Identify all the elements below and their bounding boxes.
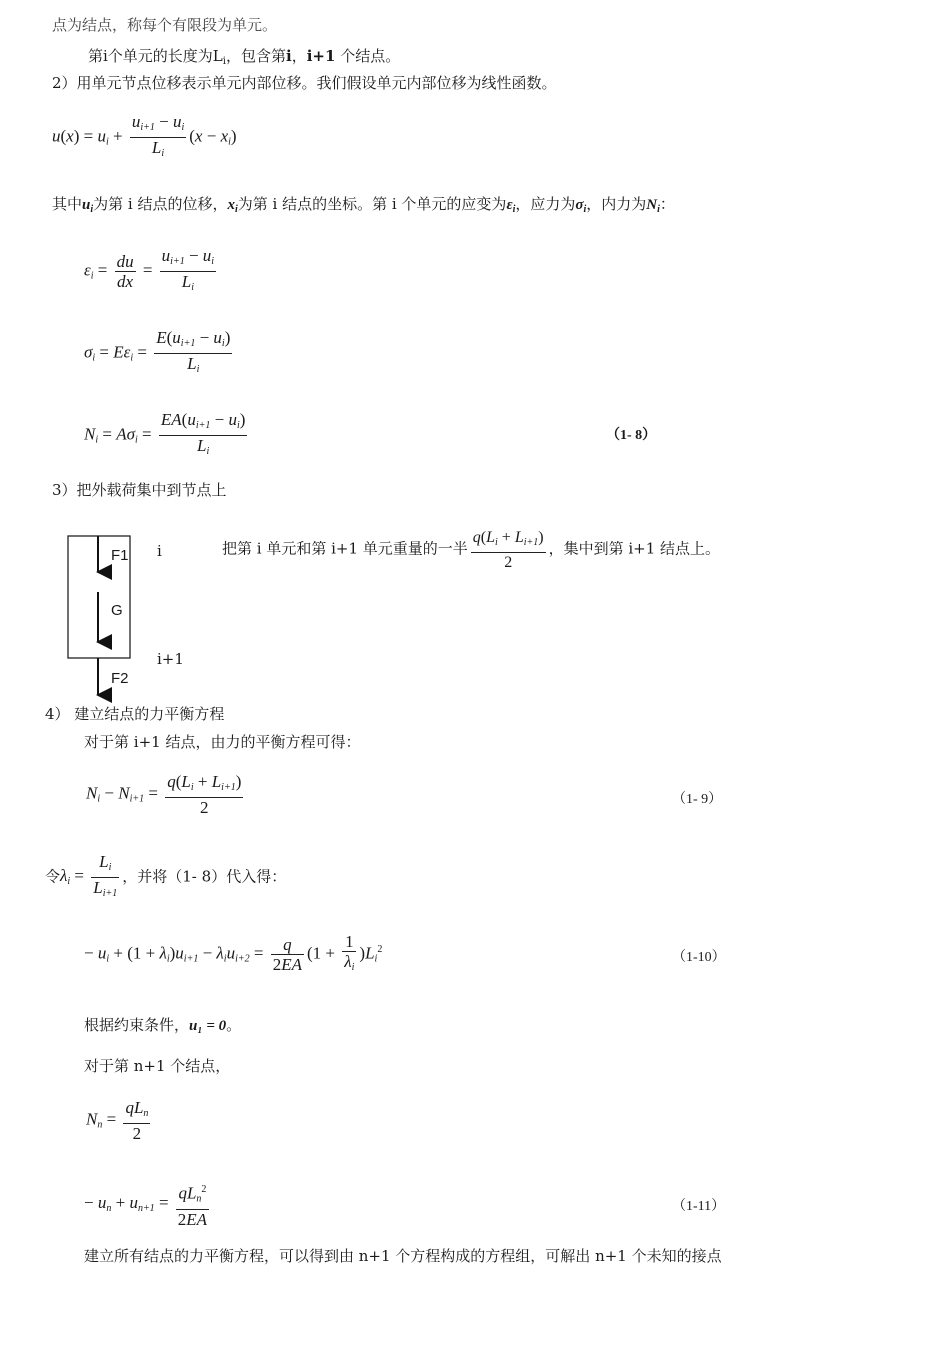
eq-number-1-8: （1- 8） [606,428,657,443]
final-paragraph: 建立所有结点的力平衡方程，可以得到由 n+1 个方程构成的方程组，可解出 n+1 个未知的接点 [84,1247,722,1265]
load-concentration-text: 把第 i 单元和第 i+1 单元重量的一半 $\frac{q(L_i + L_{i+1})}{2}$ ，集中到第 i+1 结点上。 [222,529,721,571]
step4-description: 对于第 i+1 结点，由力的平衡方程可得： [84,733,361,751]
eq-number-1-9: （1- 9） [672,792,723,807]
equilibrium-equation: $N_i - N_{i+1}$ = $\frac{q(L_i + L_{i+1})}{2}$ [86,772,242,817]
step3-heading: 3）把外载荷集中到节点上 [52,481,227,499]
displacement-equation: $u(x) = u_i$ + $\frac{u_{i+1} - u_i}{L_i}$ $(x - x_i)$ [52,112,237,159]
lambda-definition: 令$\lambda_i$ = $\frac{L_i}{L_{i+1}}$ ，并将（1- 8）代入得： [45,852,287,899]
constraint-line: 根据约束条件，u₁ = 0。 [84,1016,242,1034]
label-g: G [111,602,123,619]
strain-equation: $\varepsilon_i$ = $\frac{du}{dx}$ = $\frac{u_{i+1} - u_i}{L_i}$ [84,246,215,293]
internal-force-equation: $N_i = A\sigma_i$ = $\frac{EA(u_{i+1} - u_i)}{L_i}$ [84,410,246,457]
node-n1-line: 对于第 n+1 个结点， [84,1057,231,1075]
eq-number-1-10: （1-10） [672,950,726,965]
element-length-line: 第i个单元的长度为$L_i$，包含第i，i+1 个结点。 [88,47,401,67]
label-node-i1: i+1 [157,650,184,668]
step2-heading: 2）用单元节点位移表示单元内部位移。我们假设单元内部位移为线性函数。 [52,74,557,92]
eq-number-1-11: （1-11） [672,1199,726,1214]
stress-equation: $\sigma_i = E\varepsilon_i$ = $\frac{E(u_{i+1} - u_i)}{L_i}$ [84,328,231,375]
variables-description: 其中$u_i$为第 i 结点的位移，$x_i$为第 i 结点的坐标。第 i 个单元的应变为$\varepsilon_i$，应力为$\sigma_i$，内力为$N_i$： [52,195,675,215]
label-f2: F2 [111,670,129,687]
recurrence-equation: − $u_i + (1 + \lambda_i)u_{i+1} - \lambda_iu_{i+2}$ = $\frac{q}{2EA}$ (1 + $\frac{1}{\lambda_i}$ )$L_i^2$ [84,932,383,974]
label-node-i: i [157,542,162,560]
last-node-equation: − $u_n + u_{n+1}$ = $\frac{qL_n^2}{2EA}$ [84,1180,212,1229]
last-node-force-equation: $N_n$ = $\frac{qL_n}{2}$ [86,1098,149,1143]
cut-text-line: 点为结点，称每个有限段为单元。 [52,16,278,34]
step4-heading: 4） 建立结点的力平衡方程 [45,705,225,723]
element-force-diagram [60,530,200,705]
label-f1: F1 [111,547,129,564]
